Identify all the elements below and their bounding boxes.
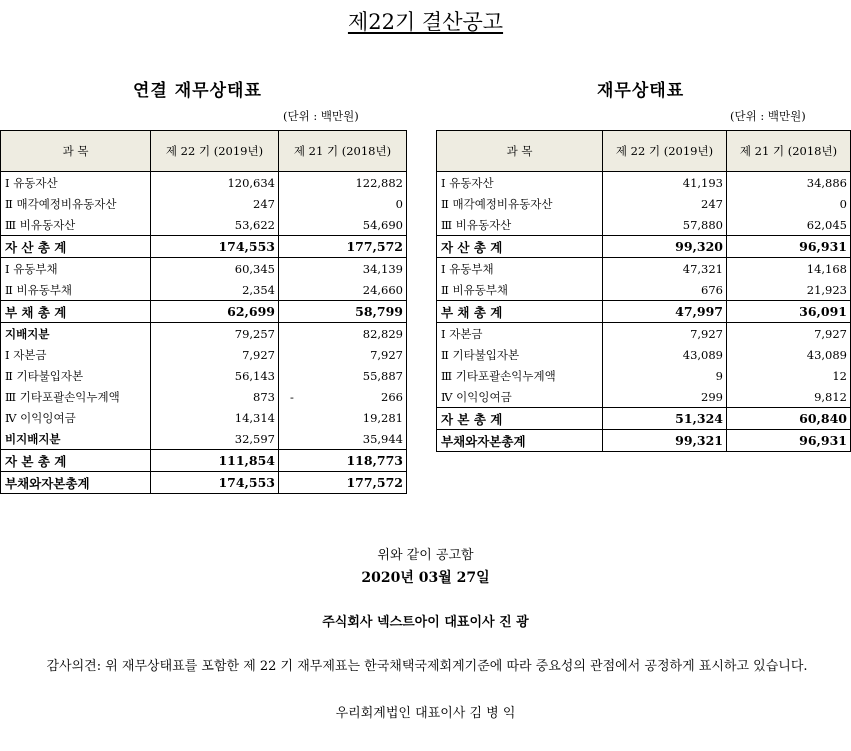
page-title: 제22기 결산공고 [347,10,504,34]
current-value: 7,927 [603,323,727,345]
row-label: Ⅱ 매각예정비유동자산 [1,193,151,214]
current-value: 99,321 [603,430,727,452]
total-row [437,430,851,452]
table-row [1,386,407,407]
prior-value: 82,829 [279,323,407,345]
row-label: Ⅳ 이익잉여금 [1,407,151,428]
current-value: 53,622 [151,214,279,236]
announcement-date: 2020년 03월 27일 [361,570,490,586]
prior-value: 12 [727,365,851,386]
table-row [437,279,851,301]
prior-value: 9,812 [727,386,851,408]
row-label: Ⅱ 비유동부채 [437,279,603,301]
row-label: Ⅱ 매각예정비유동자산 [437,193,603,214]
current-value: 2,354 [151,279,279,301]
header-account: 과 목 [437,131,603,172]
row-label: Ⅲ 비유동자산 [437,214,603,236]
table-row [437,172,851,194]
current-value: 56,143 [151,365,279,386]
total-row [1,301,407,323]
prior-value: 34,886 [727,172,851,194]
header-prior-year: 제 21 기 (2018년) [279,131,407,172]
prior-value [279,386,407,407]
header-prior-year: 제 21 기 (2018년) [727,131,851,172]
row-label: 부 채 총 계 [1,301,151,323]
total-row [437,236,851,258]
current-value: 247 [603,193,727,214]
prior-value: 7,927 [279,344,407,365]
row-label: Ⅱ 비유동부채 [1,279,151,301]
total-row [1,472,407,494]
consolidated-heading: 연결 재무상태표 [133,81,262,101]
table-row [437,214,851,236]
row-label: 자 본 총 계 [1,450,151,472]
row-label: Ⅲ 기타포괄손익누계액 [1,386,151,407]
row-label: Ⅰ 자본금 [1,344,151,365]
minus-sign: - [290,389,294,404]
current-value: 111,854 [151,450,279,472]
header-account: 과 목 [1,131,151,172]
prior-value: 7,927 [727,323,851,345]
prior-value: 58,799 [279,301,407,323]
current-value: 60,345 [151,258,279,280]
current-value: 41,193 [603,172,727,194]
current-value: 174,553 [151,236,279,258]
current-value: 47,997 [603,301,727,323]
row-label: Ⅳ 이익잉여금 [437,386,603,408]
current-value: 99,320 [603,236,727,258]
auditor-signature: 우리회계법인 대표이사 김 병 익 [335,706,516,721]
prior-value: 177,572 [279,236,407,258]
current-value: 676 [603,279,727,301]
total-row [1,450,407,472]
prior-value: 177,572 [279,472,407,494]
row-label: Ⅱ 기타불입자본 [437,344,603,365]
row-label: 부채와자본총계 [437,430,603,452]
table-row [1,344,407,365]
table-row [437,365,851,386]
table-row [437,323,851,345]
prior-value: 36,091 [727,301,851,323]
total-row [1,236,407,258]
current-value: 7,927 [151,344,279,365]
current-value: 32,597 [151,428,279,450]
prior-value: 60,840 [727,408,851,430]
row-label: Ⅱ 기타불입자본 [1,365,151,386]
current-value: 9 [603,365,727,386]
prior-value: 118,773 [279,450,407,472]
current-value: 299 [603,386,727,408]
table-row [1,428,407,450]
table-row [1,193,407,214]
prior-value: 19,281 [279,407,407,428]
current-value: 62,699 [151,301,279,323]
table-row [1,214,407,236]
row-label: 자 본 총 계 [437,408,603,430]
current-value: 79,257 [151,323,279,345]
header-current-year: 제 22 기 (2019년) [151,131,279,172]
row-label: Ⅲ 기타포괄손익누계액 [437,365,603,386]
table-row [437,344,851,365]
total-row [437,408,851,430]
prior-value: 0 [279,193,407,214]
prior-value: 0 [727,193,851,214]
table-row [1,323,407,345]
prior-value: 62,045 [727,214,851,236]
notice-text: 위와 같이 공고함 [377,548,474,563]
consolidated-unit: (단위 : 백만원) [283,109,359,123]
current-value: 174,553 [151,472,279,494]
row-label: Ⅲ 비유동자산 [1,214,151,236]
value: 266 [381,389,403,404]
table-row [437,386,851,408]
current-value: 247 [151,193,279,214]
separate-unit: (단위 : 백만원) [730,109,806,123]
prior-value: 34,139 [279,258,407,280]
company-representative: 주식회사 넥스트아이 대표이사 진 광 [322,615,529,630]
prior-value: 96,931 [727,236,851,258]
row-label: 비지배지분 [1,428,151,450]
prior-value: 96,931 [727,430,851,452]
row-label: 부채와자본총계 [1,472,151,494]
prior-value: 24,660 [279,279,407,301]
row-label: 자 산 총 계 [437,236,603,258]
row-label: Ⅰ 유동자산 [437,172,603,194]
current-value: 43,089 [603,344,727,365]
negative-value [282,390,403,404]
total-row [437,301,851,323]
row-label: Ⅰ 유동부채 [437,258,603,280]
table-row [1,258,407,280]
prior-value: 122,882 [279,172,407,194]
prior-value: 54,690 [279,214,407,236]
separate-balance-sheet [436,130,851,452]
prior-value: 35,944 [279,428,407,450]
row-label: Ⅰ 유동자산 [1,172,151,194]
table-row [437,258,851,280]
prior-value: 43,089 [727,344,851,365]
current-value: 873 [151,386,279,407]
prior-value: 14,168 [727,258,851,280]
current-value: 57,880 [603,214,727,236]
table-row [437,193,851,214]
header-current-year: 제 22 기 (2019년) [603,131,727,172]
prior-value: 21,923 [727,279,851,301]
row-label: 자 산 총 계 [1,236,151,258]
separate-heading: 재무상태표 [597,81,685,101]
row-label: Ⅰ 자본금 [437,323,603,345]
row-label: Ⅰ 유동부채 [1,258,151,280]
audit-opinion: 감사의견: 위 재무상태표를 포함한 제 22 기 재무제표는 한국채택국제회계기준에 따라 중요성의 관점에서 공정하게 표시하고 있습니다. [46,659,808,674]
current-value: 51,324 [603,408,727,430]
current-value: 120,634 [151,172,279,194]
current-value: 14,314 [151,407,279,428]
table-row [1,172,407,194]
row-label: 지배지분 [1,323,151,345]
consolidated-balance-sheet [0,130,407,494]
row-label: 부 채 총 계 [437,301,603,323]
table-row [1,365,407,386]
table-row [1,407,407,428]
prior-value: 55,887 [279,365,407,386]
table-row [1,279,407,301]
current-value: 47,321 [603,258,727,280]
